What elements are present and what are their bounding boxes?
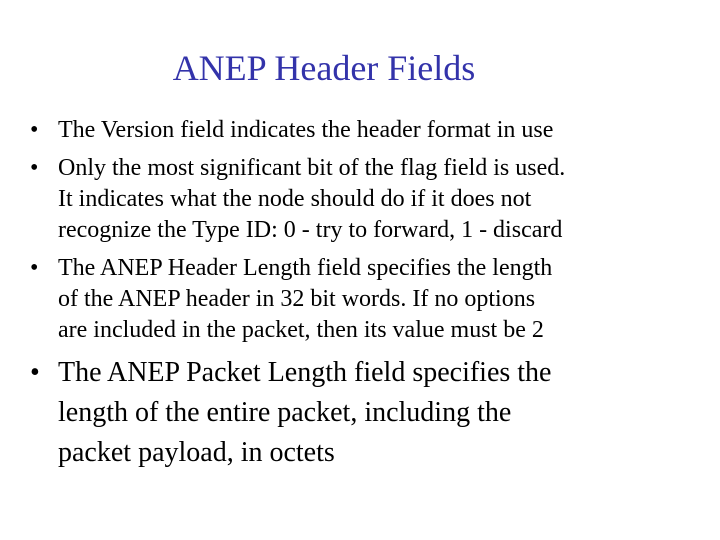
bullet-line: are included in the packet, then its value must be 2 xyxy=(58,317,544,343)
bullet-marker: • xyxy=(30,255,39,281)
slide-title: ANEP Header Fields xyxy=(172,48,476,88)
bullet-line: It indicates what the node should do if it does not xyxy=(58,186,532,212)
bullet-marker: • xyxy=(30,357,40,388)
bullet-line: The ANEP Header Length field specifies the length xyxy=(58,255,553,281)
bullet-marker: • xyxy=(30,155,39,181)
bullet-item-version xyxy=(30,115,690,146)
bullet-item-header-length xyxy=(30,253,690,346)
bullet-line: packet payload, in octets xyxy=(58,437,335,468)
bullet-line: Only the most significant bit of the flag field is used. xyxy=(58,155,566,181)
bullet-line: length of the entire packet, including the xyxy=(58,397,512,428)
bullet-item-packet-length xyxy=(30,353,690,473)
bullet-item-flag xyxy=(30,153,690,246)
bullet-marker: • xyxy=(30,117,39,143)
bullet-line: recognize the Type ID: 0 - try to forward, 1 - discard xyxy=(58,217,563,243)
bullet-list xyxy=(30,115,690,473)
bullet-line: of the ANEP header in 32 bit words. If no options xyxy=(58,286,536,312)
bullet-line: The ANEP Packet Length field specifies the xyxy=(58,357,552,388)
bullet-line: The Version field indicates the header format in use xyxy=(58,117,554,143)
